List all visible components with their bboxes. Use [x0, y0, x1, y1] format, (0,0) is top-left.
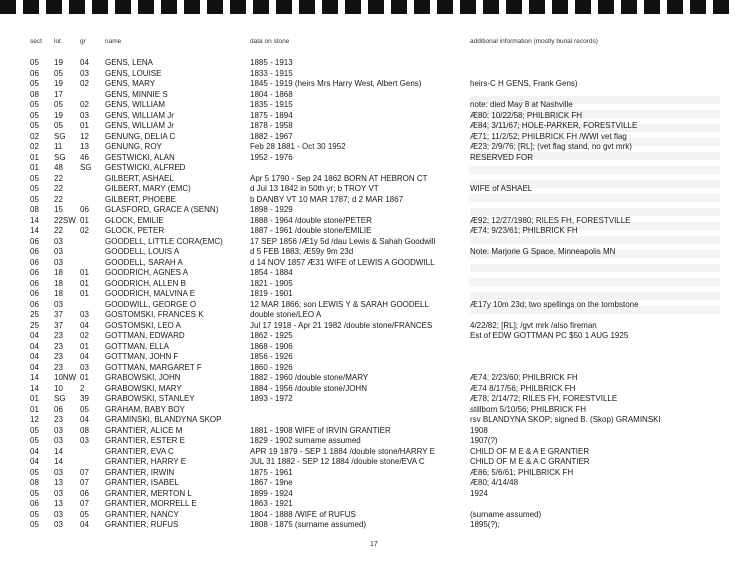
- cell-data: 1898 - 1929: [250, 205, 293, 214]
- cell-data: APR 19 1879 - SEP 1 1884 /double stone/HARRY E: [250, 446, 436, 456]
- column-header-row: [28, 30, 728, 52]
- cell-lot: 22: [54, 184, 63, 193]
- cell-gr: 02: [80, 331, 89, 340]
- cell-name: GRANTIER, ISABEL: [105, 478, 179, 487]
- table-row: [28, 132, 728, 143]
- table-row: [28, 268, 728, 279]
- cell-name: GRANTIER, ALICE M: [105, 425, 183, 435]
- cell-data: 1808 - 1875 (surname assumed): [250, 520, 367, 529]
- cell-info: Æ92; 12/27/1980; RILES FH, FORESTVILLE: [470, 215, 631, 225]
- cell-info: (surname assumed): [470, 509, 542, 519]
- cell-lot: 48: [54, 163, 63, 172]
- cell-sect: 08: [30, 89, 39, 99]
- cell-name: GOODELL, LOUIS A: [105, 247, 180, 256]
- cell-info: 4/22/82; [RL]; /gvt mrk /also fireman: [470, 320, 597, 330]
- table-row: [28, 142, 728, 153]
- cell-sect: 05: [30, 467, 39, 477]
- cell-sect: 01: [30, 152, 39, 162]
- cell-lot: 06: [54, 404, 63, 414]
- cell-lot: 23: [54, 331, 63, 340]
- cell-lot: 05: [54, 100, 63, 109]
- cell-gr: 06: [80, 205, 89, 214]
- cell-lot: 03: [54, 509, 63, 519]
- cell-name: GENS, MINNIE S: [105, 89, 168, 99]
- cell-lot: 23: [54, 352, 63, 361]
- table-row: [28, 321, 728, 332]
- cell-name: GENS, WILLIAM: [105, 100, 166, 109]
- cell-data: d 14 NOV 1857 Æ31 WIFE of LEWIS A GOODWILL: [250, 257, 435, 267]
- table-row: [28, 499, 728, 510]
- header-sect: sect: [30, 38, 42, 45]
- cell-data: 1821 - 1905: [250, 278, 293, 288]
- cell-data: 1829 - 1902 surname assumed: [250, 436, 361, 445]
- cell-data: Apr 5 1790 - Sep 24 1862 BORN AT HEBRON CT: [250, 173, 428, 183]
- table-row: [28, 100, 728, 111]
- cell-lot: 23: [54, 415, 63, 424]
- table-row: [28, 436, 728, 447]
- cell-lot: 05: [54, 68, 63, 78]
- cell-gr: 02: [80, 226, 89, 235]
- cell-lot: 17: [54, 89, 63, 99]
- table-row: [28, 237, 728, 248]
- table-row: [28, 121, 728, 132]
- table-row: [28, 184, 728, 195]
- cell-gr: 39: [80, 394, 89, 403]
- cell-lot: 03: [54, 425, 63, 435]
- cell-sect: 04: [30, 331, 39, 340]
- table-row: [28, 363, 728, 374]
- cell-info: Note: Marjorie G Space, Minneapolis MN: [470, 247, 616, 256]
- cell-sect: 25: [30, 310, 39, 319]
- cell-data: 1867 - 19ne: [250, 478, 293, 487]
- cell-name: GRAHAM, BABY BOY: [105, 404, 185, 414]
- cell-name: GOODELL, SARAH A: [105, 257, 183, 267]
- table-row: [28, 352, 728, 363]
- record-rows: [28, 58, 728, 531]
- cell-data: 12 MAR 1866; son LEWIS Y & SARAH GOODELL: [250, 299, 429, 309]
- cell-lot: 10NW: [54, 373, 77, 382]
- cell-name: GESTWICKI, ALFRED: [105, 163, 186, 172]
- cell-info: Æ23; 2/9/76; [RL]; (vet flag stand, no gvt mrk): [470, 142, 632, 151]
- cell-lot: 14: [54, 446, 63, 456]
- cell-info: 1924: [470, 488, 488, 498]
- cell-sect: 06: [30, 247, 39, 256]
- cell-gr: 01: [80, 268, 89, 277]
- cell-lot: 22: [54, 173, 63, 183]
- cell-gr: 01: [80, 341, 89, 351]
- cell-data: 1881 - 1908 WIFE of IRVIN GRANTIER: [250, 425, 391, 435]
- cell-data: 1887 - 1961 /double stone/EMILIE: [250, 226, 372, 235]
- cell-sect: 05: [30, 509, 39, 519]
- cell-sect: 05: [30, 436, 39, 445]
- cell-sect: 06: [30, 499, 39, 508]
- table-row: [28, 405, 728, 416]
- cell-data: 1885 - 1913: [250, 58, 293, 67]
- cell-data: 1868 - 1906: [250, 341, 293, 351]
- table-row: [28, 468, 728, 479]
- cell-sect: 05: [30, 425, 39, 435]
- cell-sect: 01: [30, 394, 39, 403]
- table-row: [28, 279, 728, 290]
- cell-data: b DANBY VT 10 MAR 1787; d 2 MAR 1867: [250, 194, 404, 204]
- cell-data: 1819 - 1901: [250, 289, 293, 298]
- cell-data: 1884 - 1956 /double stone/JOHN: [250, 383, 367, 393]
- cell-lot: 03: [54, 520, 63, 529]
- cell-data: 1860 - 1926: [250, 362, 293, 372]
- cell-gr: 04: [80, 415, 89, 424]
- cell-sect: 06: [30, 299, 39, 309]
- cell-gr: 01: [80, 121, 89, 130]
- cell-name: GOSTOMSKI, LEO A: [105, 320, 181, 330]
- cell-name: GENUNG, ROY: [105, 142, 162, 151]
- cell-data: 1835 - 1915: [250, 100, 293, 109]
- cell-data: 1899 - 1924: [250, 488, 293, 498]
- cell-sect: 08: [30, 478, 39, 487]
- cell-data: 1882 - 1960 /double stone/MARY: [250, 373, 369, 382]
- cell-gr: 04: [80, 352, 89, 361]
- table-row: [28, 195, 728, 206]
- cell-sect: 05: [30, 520, 39, 529]
- cell-info: Æ74; 2/23/60; PHILBRICK FH: [470, 373, 578, 382]
- cell-data: 1875 - 1961: [250, 467, 293, 477]
- cell-sect: 02: [30, 131, 39, 141]
- cell-sect: 05: [30, 58, 39, 67]
- table-row: [28, 489, 728, 500]
- cell-gr: 46: [80, 152, 89, 162]
- cell-name: GENUNG, DELIA C: [105, 131, 176, 141]
- cell-lot: 19: [54, 79, 63, 88]
- table-row: [28, 478, 728, 489]
- cell-name: GRANTIER, MORRELL E: [105, 499, 197, 508]
- cell-lot: 03: [54, 299, 63, 309]
- cell-gr: 05: [80, 509, 89, 519]
- table-row: [28, 447, 728, 458]
- table-row: [28, 310, 728, 321]
- cell-info: Æ74; 9/23/61; PHILBRICK FH: [470, 226, 578, 235]
- cell-name: GRANTIER, ESTER E: [105, 436, 186, 445]
- header-lot: lot: [54, 38, 61, 45]
- cell-gr: 01: [80, 215, 89, 225]
- cell-sect: 12: [30, 415, 39, 424]
- cell-info: 1895(?);: [470, 520, 500, 529]
- cell-sect: 05: [30, 121, 39, 130]
- cell-name: GLASFORD, GRACE A (SENN): [105, 205, 219, 214]
- cell-lot: 15: [54, 205, 63, 214]
- cell-data: 1882 - 1967: [250, 131, 293, 141]
- table-row: [28, 520, 728, 531]
- cell-data: 1893 - 1972: [250, 394, 293, 403]
- table-row: [28, 331, 728, 342]
- cell-sect: 05: [30, 194, 39, 204]
- cell-data: 17 SEP 1856 /Æ1y 5d /dau Lewis & Sahah Goodwill: [250, 236, 436, 246]
- cell-sect: 05: [30, 100, 39, 109]
- cell-lot: 18: [54, 289, 63, 298]
- table-row: [28, 163, 728, 174]
- cell-gr: 03: [80, 362, 89, 372]
- cell-info: Æ17y 10m 23d; two spellings on the tombstone: [470, 299, 639, 309]
- cell-lot: 10: [54, 383, 63, 393]
- cell-data: d Jul 13 1842 in 50th yr; b TROY VT: [250, 184, 379, 193]
- cell-lot: SG: [54, 394, 66, 403]
- cell-name: GRANTIER, EVA C: [105, 446, 174, 456]
- table-row: [28, 510, 728, 521]
- cell-lot: 19: [54, 58, 63, 67]
- cell-sect: 04: [30, 352, 39, 361]
- cell-lot: 03: [54, 257, 63, 267]
- cell-info: CHILD OF M E & A E GRANTIER: [470, 446, 590, 456]
- cell-gr: 03: [80, 110, 89, 120]
- cell-sect: 02: [30, 142, 39, 151]
- table-row: [28, 373, 728, 384]
- cell-lot: 11: [54, 142, 63, 151]
- cell-lot: 03: [54, 488, 63, 498]
- cell-name: GLOCK, PETER: [105, 226, 165, 235]
- cell-data: double stone/LEO A: [250, 310, 322, 319]
- cell-info: heirs-C H GENS, Frank Gens): [470, 79, 578, 88]
- cell-data: 1804 - 1868: [250, 89, 293, 99]
- table-row: [28, 226, 728, 237]
- cell-sect: 04: [30, 457, 39, 466]
- cell-info: 1908: [470, 425, 488, 435]
- cell-name: GENS, LOUISE: [105, 68, 162, 78]
- cell-lot: 19: [54, 110, 63, 120]
- page-number: 17: [370, 541, 378, 548]
- cell-name: GILBERT, ASHAEL: [105, 173, 174, 183]
- cell-lot: 23: [54, 362, 63, 372]
- table-row: [28, 111, 728, 122]
- cell-info: Æ84; 3/11/67; HOLE-PARKER, FORESTVILLE: [470, 121, 638, 130]
- cell-gr: SG: [80, 163, 92, 172]
- cell-gr: 05: [80, 404, 89, 414]
- cell-info: Æ71; 11/2/52; PHILBRICK FH /WWI vet flag: [470, 131, 627, 141]
- cell-data: 1854 - 1884: [250, 268, 293, 277]
- cell-lot: 03: [54, 247, 63, 256]
- table-row: [28, 289, 728, 300]
- cell-lot: 05: [54, 121, 63, 130]
- cell-data: d 5 FEB 1883; Æ59y 9m 23d: [250, 247, 354, 256]
- cell-info: CHILD OF M E & A C GRANTIER: [470, 457, 590, 466]
- cell-info: Est of EDW GOTTMAN PC $50 1 AUG 1925: [470, 331, 629, 340]
- cell-lot: 13: [54, 478, 63, 487]
- cell-gr: 12: [80, 131, 89, 141]
- cell-info: rsv BLANDYNA SKOP; signed B. (Skop) GRAMINSKI: [470, 415, 661, 424]
- cell-sect: 14: [30, 215, 39, 225]
- cell-info: stillborn 5/10/56; PHILBRICK FH: [470, 404, 587, 414]
- cell-name: GRABOWSKI, STANLEY: [105, 394, 195, 403]
- cell-name: GILBERT, MARY (EMC): [105, 184, 191, 193]
- table-row: [28, 153, 728, 164]
- cell-data: JUL 31 1882 - SEP 12 1884 /double stone/EVA C: [250, 457, 425, 466]
- table-row: [28, 205, 728, 216]
- cell-data: 1856 - 1926: [250, 352, 293, 361]
- cell-sect: 04: [30, 362, 39, 372]
- cell-name: GRANTIER, RUFUS: [105, 520, 179, 529]
- cell-sect: 06: [30, 236, 39, 246]
- table-row: [28, 79, 728, 90]
- cell-name: GILBERT, PHOEBE: [105, 194, 176, 204]
- cell-sect: 04: [30, 341, 39, 351]
- cell-sect: 05: [30, 184, 39, 193]
- cell-sect: 06: [30, 257, 39, 267]
- table-row: [28, 69, 728, 80]
- cell-name: GOTTMAN, JOHN F: [105, 352, 179, 361]
- cell-name: GOODWILL, GEORGE O: [105, 299, 197, 309]
- header-data: data on stone: [250, 38, 290, 45]
- cell-lot: SG: [54, 131, 66, 141]
- cell-lot: 22: [54, 226, 63, 235]
- cell-sect: 05: [30, 488, 39, 498]
- cell-sect: 06: [30, 268, 39, 277]
- table-row: [28, 384, 728, 395]
- cell-name: GOODRICH, MALVINA E: [105, 289, 196, 298]
- table-row: [28, 174, 728, 185]
- cell-name: GENS, LENA: [105, 58, 154, 67]
- cell-lot: 14: [54, 457, 63, 466]
- cell-sect: 14: [30, 373, 39, 382]
- table-row: [28, 247, 728, 258]
- cell-name: GRABOWSKI, JOHN: [105, 373, 181, 382]
- cell-name: GESTWICKI, ALAN: [105, 152, 175, 162]
- cell-name: GOODELL, LITTLE CORA(EMC): [105, 236, 223, 246]
- cell-gr: 07: [80, 467, 89, 477]
- cell-lot: 37: [54, 320, 63, 330]
- cell-sect: 01: [30, 404, 39, 414]
- table-row: [28, 58, 728, 69]
- cell-gr: 02: [80, 100, 89, 109]
- cell-name: GLOCK, EMILIE: [105, 215, 164, 225]
- table-row: [28, 90, 728, 101]
- table-row: [28, 300, 728, 311]
- cell-lot: 03: [54, 467, 63, 477]
- cell-gr: 01: [80, 373, 89, 382]
- table-row: [28, 342, 728, 353]
- cell-sect: 06: [30, 278, 39, 288]
- cell-sect: 05: [30, 79, 39, 88]
- cell-lot: 37: [54, 310, 63, 319]
- cell-info: note: died May 8 at Nashville: [470, 100, 573, 109]
- table-row: [28, 394, 728, 405]
- cell-name: GRABOWSKI, MARY: [105, 383, 182, 393]
- cell-info: Æ80; 10/22/58; PHILBRICK FH: [470, 110, 583, 120]
- cell-lot: 03: [54, 236, 63, 246]
- cell-name: GRANTIER, IRWIN: [105, 467, 175, 477]
- cell-gr: 01: [80, 289, 89, 298]
- cell-gr: 03: [80, 436, 89, 445]
- cell-data: 1833 - 1915: [250, 68, 293, 78]
- cell-sect: 05: [30, 173, 39, 183]
- cell-gr: 03: [80, 310, 89, 319]
- cell-name: GOTTMAN, EDWARD: [105, 331, 185, 340]
- cell-sect: 05: [30, 110, 39, 120]
- spiral-binding: [0, 0, 744, 18]
- header-gr: gr: [80, 38, 86, 45]
- cell-lot: 03: [54, 436, 63, 445]
- cell-sect: 14: [30, 383, 39, 393]
- cell-data: Feb 28 1881 - Oct 30 1952: [250, 142, 346, 151]
- cell-info: RESERVED FOR: [470, 152, 533, 162]
- cell-name: GOODRICH, ALLEN B: [105, 278, 186, 288]
- cell-data: Jul 17 1918 - Apr 21 1982 /double stone/FRANCES: [250, 320, 433, 330]
- cell-lot: 23: [54, 341, 63, 351]
- cell-data: 1888 - 1964 /double stone/PETER: [250, 215, 372, 225]
- cell-name: GOTTMAN, MARGARET F: [105, 362, 202, 372]
- table-row: [28, 216, 728, 227]
- cell-sect: 06: [30, 68, 39, 78]
- cell-sect: 06: [30, 289, 39, 298]
- cell-data: 1952 - 1976: [250, 152, 293, 162]
- cell-gr: 06: [80, 488, 89, 498]
- header-name: name: [105, 38, 122, 45]
- cell-data: 1863 - 1921: [250, 499, 293, 508]
- cell-lot: 22: [54, 194, 63, 204]
- cell-gr: 13: [80, 142, 89, 151]
- cell-name: GOSTOMSKI, FRANCES K: [105, 310, 204, 319]
- cell-info: Æ86; 5/6/61; PHILBRICK FH: [470, 467, 574, 477]
- cell-data: 1875 - 1894: [250, 110, 293, 120]
- record-page: [28, 30, 728, 529]
- cell-name: GRAMINSKI, BLANDYNA SKOP: [105, 415, 222, 424]
- cell-data: 1878 - 1958: [250, 121, 293, 130]
- cell-name: GENS, WILLIAM Jr: [105, 110, 174, 120]
- header-info: additional information (mostly burial records): [470, 38, 598, 45]
- cell-gr: 07: [80, 499, 89, 508]
- table-row: [28, 415, 728, 426]
- table-row: [28, 457, 728, 468]
- cell-name: GENS, MARY: [105, 79, 156, 88]
- table-row: [28, 426, 728, 437]
- cell-name: GRANTIER, NANCY: [105, 509, 179, 519]
- cell-data: 1804 - 1888 /WIFE of RUFUS: [250, 509, 356, 519]
- cell-gr: 04: [80, 520, 89, 529]
- cell-info: WIFE of ASHAEL: [470, 184, 533, 193]
- cell-sect: 14: [30, 226, 39, 235]
- cell-lot: 18: [54, 268, 63, 277]
- cell-name: GRANTIER, HARRY E: [105, 457, 187, 466]
- cell-lot: 22SW: [54, 215, 76, 225]
- cell-sect: 08: [30, 205, 39, 214]
- cell-sect: 01: [30, 163, 39, 172]
- cell-gr: 02: [80, 79, 89, 88]
- cell-info: Æ74 8/17/56; PHILBRICK FH: [470, 383, 576, 393]
- cell-info: Æ80; 4/14/48: [470, 478, 519, 487]
- table-row: [28, 258, 728, 269]
- cell-name: GENS, WILLIAM Jr: [105, 121, 174, 130]
- cell-info: 1907(?): [470, 436, 498, 445]
- cell-gr: 04: [80, 58, 89, 67]
- cell-gr: 2: [80, 383, 85, 393]
- cell-data: 1845 - 1919 (heirs Mrs Harry West, Albert Gens): [250, 79, 422, 88]
- cell-gr: 07: [80, 478, 89, 487]
- cell-lot: 13: [54, 499, 63, 508]
- cell-gr: 03: [80, 68, 89, 78]
- cell-gr: 01: [80, 278, 89, 288]
- cell-sect: 25: [30, 320, 39, 330]
- cell-data: 1862 - 1925: [250, 331, 293, 340]
- cell-lot: SG: [54, 152, 66, 162]
- cell-name: GOODRICH, AGNES A: [105, 268, 189, 277]
- cell-gr: 08: [80, 425, 89, 435]
- cell-gr: 04: [80, 320, 89, 330]
- cell-lot: 18: [54, 278, 63, 288]
- cell-name: GOTTMAN, ELLA: [105, 341, 170, 351]
- cell-sect: 04: [30, 446, 39, 456]
- cell-info: Æ78; 2/14/72; RILES FH, FORESTVILLE: [470, 394, 618, 403]
- cell-name: GRANTIER, MERTON L: [105, 488, 192, 498]
